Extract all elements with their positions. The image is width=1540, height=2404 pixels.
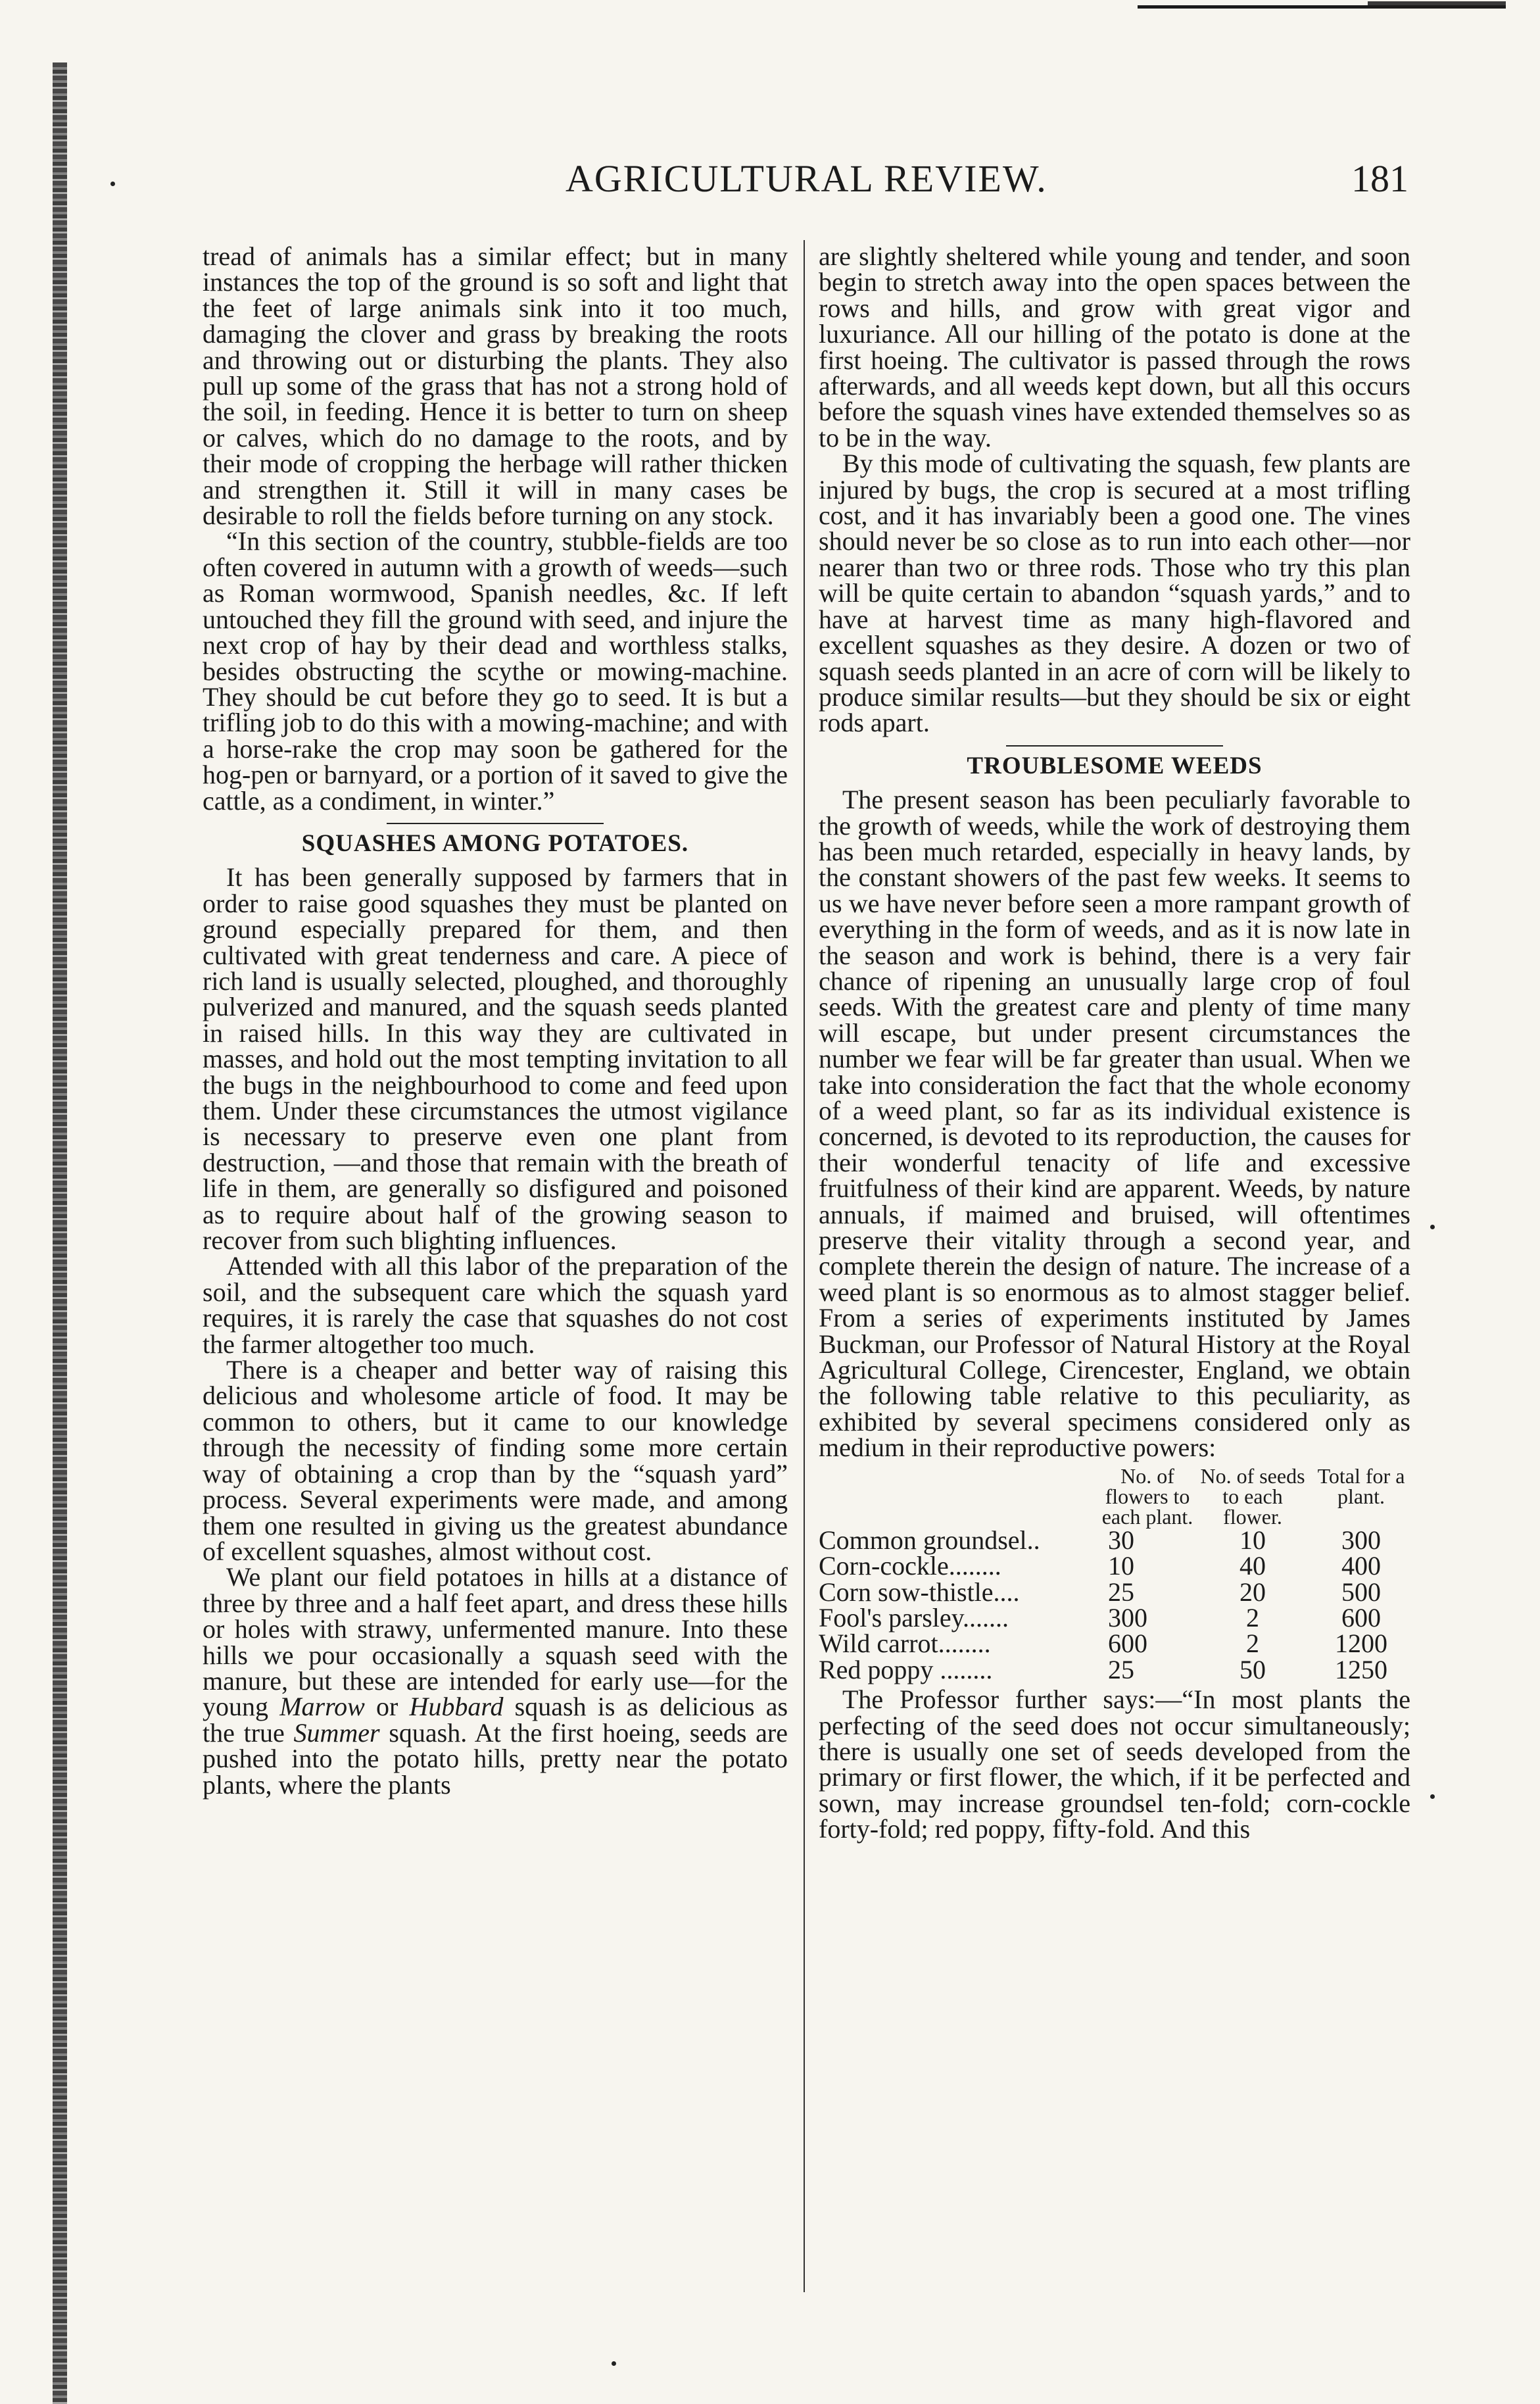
paragraph: are slightly sheltered while young and tender, and soon begin to stretch away into the open spaces between the rows and hills, and grow with great vigor and luxuriance. All our hilling of the potato is done at the first hoeing. The cultivator is passed through the rows afterwards, and all weeds kept down, but all this occurs before the squash vines have extended themselves so as to be in the way. — [819, 241, 1410, 453]
paragraph: Attended with all this labor of the preparation of the soil, and the subsequent care which the squash yard requires, it is rarely the case that squashes do not cost the farmer altogether too much. — [203, 1251, 788, 1359]
paragraph: “In this section of the country, stubble-fields are too often covered in autumn with a growth of weeds—such as Roman wormwood, Spanish needles, &c. If left untouched they fill the ground with seed, and injure the next crop of hay by their dead and worthless stalks, besides obstructing the scythe or mowing-machine. They should be cut before they go to seed. It is but a trifling job to do this with a mowing-machine; and with a horse-rake the crop may soon be gathered for the hog-pen or barnyard, or a portion of it saved to give the cattle, as a condiment, in winter.” — [203, 526, 788, 816]
table-header-cell — [819, 1466, 1101, 1527]
table-cell: 10 — [1239, 1525, 1266, 1555]
table-cell: 10 — [1108, 1551, 1134, 1581]
top-border-rule-thick — [1368, 1, 1506, 5]
table-cell: 2 — [1246, 1602, 1259, 1632]
section-rule — [1006, 745, 1223, 747]
table-cell: 600 — [1341, 1602, 1381, 1632]
paragraph — [203, 1564, 788, 1798]
paragraph: There is a cheaper and better way of raising this delicious and wholesome article of food. It may be common to others, but it came to our knowledge through the necessity of finding some more certain way of obtaining a crop than by the “squash yard” process. Several experiments were made, and among them one resulted in giving us the greatest abundance of excellent squashes, almost without cost. — [203, 1355, 788, 1566]
left-column — [203, 243, 788, 1798]
table-cell: Corn-cockle........ — [819, 1551, 1001, 1581]
table-cell: 25 — [1108, 1654, 1134, 1684]
table-row — [819, 1629, 1410, 1659]
table-header-cell: Total for a plant. — [1317, 1463, 1405, 1508]
page-number: 181 — [1351, 157, 1408, 200]
text-run: squash is as delicious as the true — [203, 1692, 788, 1748]
table-header-row — [819, 1463, 1410, 1529]
table-row — [819, 1527, 1410, 1553]
section-heading-squashes: SQUASHES AMONG POTATOES. — [301, 829, 689, 857]
table-cell: Corn sow-thistle.... — [819, 1577, 1020, 1607]
table-header-cell: No. of flowers to each plant. — [1101, 1463, 1193, 1529]
table-row — [819, 1553, 1410, 1579]
paragraph: It has been generally supposed by farmers that in order to raise good squashes they must be planted on ground especially prepared for them, and then cultivated with great tenderness and care. A piece of rich land is usually selected, ploughed, and thoroughly pulverized and manured, and the squash seeds planted in raised hills. In this way they are cultivated in masses, and hold out the most tempting invitation to all the bugs in the neighbourhood to come and feed upon them. Under these circumstances the utmost vigilance is necessary to preserve even one plant from destruction, —and those that remain with the breath of life in them, are generally so disfigured and poisoned as to require about half of the growing season to recover from such blighting influences. — [203, 862, 788, 1256]
table-cell: 30 — [1108, 1525, 1134, 1555]
margin-dot — [1430, 1225, 1435, 1229]
table-cell: Fool's parsley....... — [819, 1602, 1009, 1632]
section-rule — [387, 823, 604, 824]
table-cell: 1200 — [1335, 1629, 1387, 1659]
table-cell: Wild carrot........ — [819, 1629, 991, 1659]
text-run: or — [364, 1692, 410, 1722]
text-run: We plant our field potatoes in hills at a distance of three by three and a half feet apart, and dress these hills or holes with strawy, unfermented manure. Into these hills we pour occasionally a squash seed with the manure, but these are intended for early use—for the young — [203, 1562, 788, 1722]
text-run: squash. At the first hoeing, seeds are pushed into the potato hills, pretty near the potato plants, where the plants — [203, 1717, 788, 1800]
weed-seed-table — [819, 1463, 1410, 1684]
table-cell: 20 — [1239, 1577, 1266, 1607]
table-row — [819, 1579, 1410, 1605]
table-cell: 500 — [1341, 1577, 1381, 1607]
top-border-rule — [1138, 5, 1506, 9]
paragraph: tread of animals has a similar effect; but in many instances the top of the ground is so soft and light that the feet of large animals sink into it too much, damaging the clover and grass by breaking the roots and throwing out or disturbing the plants. They also pull up some of the grass that has not a strong hold of the soil, in feeding. Hence it is better to turn on sheep or calves, which do no damage to the roots, and by their mode of cropping the herbage will rather thicken and strengthen it. Still it will in many cases be desirable to roll the fields before turning on any stock. — [203, 241, 788, 531]
table-cell: 1250 — [1335, 1654, 1387, 1684]
table-cell: Common groundsel.. — [819, 1525, 1040, 1555]
table-header-cell: No. of seeds to each flower. — [1200, 1463, 1305, 1529]
paragraph: The Professor further says:—“In most plants the perfecting of the seed does not occur simultaneously; there is usually one set of seeds developed from the primary or first flower, the which, if it be perfected and sown, may increase groundsel ten-fold; corn-cockle forty-fold; red poppy, fifty-fold. And this — [819, 1684, 1410, 1844]
scanned-page-edge — [53, 62, 67, 2404]
section-heading-weeds: TROUBLESOME WEEDS — [967, 752, 1263, 779]
table-cell: 2 — [1246, 1629, 1259, 1659]
paragraph: By this mode of cultivating the squash, few plants are injured by bugs, the crop is secured at a most trifling cost, and it has invariably been a good one. The vines should never be so close as to run into each other—nor nearer than two or three rods. Those who try this plan will be quite certain to abandon “squash yards,” and to have at harvest time as many high-flavored and excellent squashes as they desire. A dozen or two of squash seeds planted in an acre of corn will be likely to produce similar results—but they should be six or eight rods apart. — [819, 449, 1410, 738]
table-cell: 300 — [1341, 1525, 1381, 1555]
table-cell: 600 — [1108, 1629, 1147, 1659]
margin-dot — [612, 2361, 616, 2366]
table-cell: 25 — [1108, 1577, 1134, 1607]
table-cell: 300 — [1108, 1602, 1147, 1632]
page-header — [197, 157, 1408, 203]
table-cell: 50 — [1239, 1654, 1266, 1684]
table-cell: 400 — [1341, 1551, 1381, 1581]
italic-term: Summer — [293, 1717, 380, 1748]
italic-term: Marrow — [279, 1692, 365, 1722]
table-cell: 40 — [1239, 1551, 1266, 1581]
right-column — [819, 243, 1410, 1842]
margin-dot — [1430, 1794, 1435, 1799]
table-row — [819, 1602, 1410, 1632]
italic-term: Hubbard — [409, 1692, 504, 1722]
table-cell: Red poppy ........ — [819, 1654, 993, 1684]
paragraph: The present season has been peculiarly favorable to the growth of weeds, while the work of destroying them has been much retarded, especially in heavy lands, by the constant showers of the past few weeks. It seems to us we have never before seen a more rampant growth of everything in the form of weeds, and as it is now late in the season and work is behind, there is a very fair chance of ripening an unusually large crop of foul seeds. With the greatest care and plenty of time many will escape, but under present circumstances the number we fear will be far greater than usual. When we take into consideration the fact that the whole economy of a weed plant, so far as its individual existence is concerned, is devoted to its reproduction, the causes for their wonderful tenacity of life and excessive fruitfulness of their kind are apparent. Weeds, by nature annuals, if maimed and bruised, will oftentimes preserve their vitality through a second year, and complete therein the design of nature. The increase of a weed plant is so enormous as to almost stagger belief. From a series of experiments instituted by James Buckman, our Professor of Natural History at the Royal Agricultural College, Cirencester, England, we obtain the following table relative to this peculiarity, as exhibited by several specimens considered only as medium in their reproductive powers: — [819, 785, 1410, 1463]
margin-dot — [110, 182, 115, 186]
running-head: AGRICULTURAL REVIEW. — [565, 157, 1047, 200]
table-row — [819, 1654, 1410, 1684]
column-divider — [804, 240, 805, 2292]
